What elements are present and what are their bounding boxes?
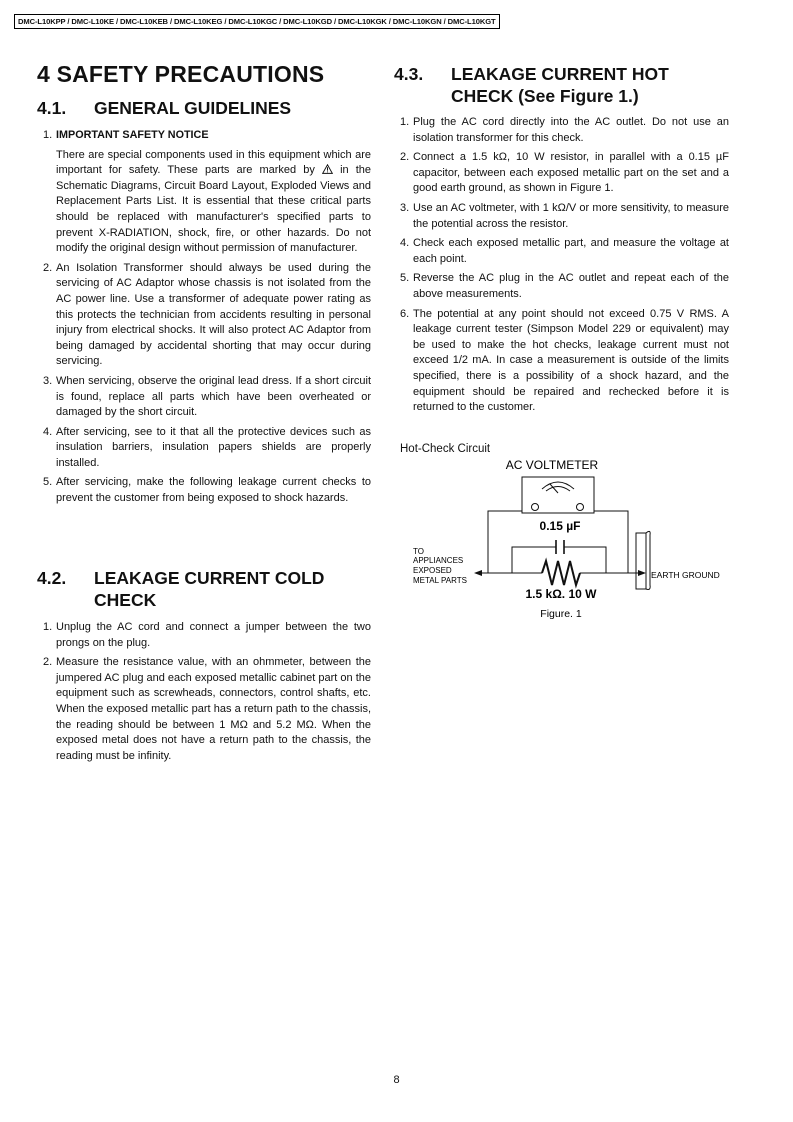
list-item: 6. The potential at any point should not exceed 0.75 V RMS. A leakage current tester (Simpson Model 229 or equivalent) may be used to make the hot checks, leakage current must not exceed 1/2 mA. In case a measurement is outside of the limits specified, there is a possibility of a shock hazard, and the equipment should be repaired and rechecked before it is returned to the customer.	[400, 307, 729, 414]
hot-check-circuit-diagram	[400, 455, 740, 625]
section-title: GENERAL GUIDELINES	[94, 98, 292, 118]
list-item: 1. IMPORTANT SAFETY NOTICE There are special components used in this equipment which are important for safety. These parts are marked by in the Schematic Diagrams, Circuit Board Layout, Exploded Views and Replacement Parts List. It is essential that these critical parts should be replaced with manufacturer's specified parts to prevent X-RADIATION, shock, fire, or other hazards. Do not modify the original design without permission of manufacturer.	[37, 128, 371, 257]
list-item: 1. Unplug the AC cord and connect a jumper between the two prongs on the plug.	[43, 621, 371, 649]
section-4-3-heading	[394, 63, 734, 107]
voltmeter-icon	[522, 477, 594, 513]
page-number: 8	[393, 1074, 400, 1086]
section-title-line2: CHECK	[94, 590, 157, 610]
left-label: TO	[413, 547, 424, 556]
earth-ground-plug-icon	[636, 531, 650, 589]
resistor-label: 1.5 kΩ. 10 W	[525, 587, 597, 601]
list-item: 4. Check each exposed metallic part, and measure the voltage at each point.	[400, 237, 729, 265]
general-guidelines-list	[37, 128, 371, 511]
list-item: 5. After servicing, make the following leakage current checks to prevent the customer from being exposed to shock hazards.	[43, 476, 371, 505]
section-4-2-heading	[37, 567, 367, 611]
section-title-line1: LEAKAGE CURRENT HOT	[451, 64, 669, 84]
list-item: 3. When servicing, observe the original lead dress. If a short circuit is found, replace all parts which have been overheated or damaged by the short circuit.	[43, 374, 371, 419]
hot-check-list	[394, 115, 729, 420]
section-number: 4.2.	[37, 568, 67, 588]
list-item: 2. Measure the resistance value, with an ohmmeter, between the jumpered AC plug and each exposed metallic cabinet part on the equipment such as screwheads, connectors, control shafts, etc. When the exposed metallic part has a return path to the chassis, the reading should be between 1 MΩ and 5.2 MΩ. When the exposed metal does not have a return path to the chassis, the reading must be infinity.	[43, 656, 371, 762]
left-label: EXPOSED	[413, 566, 452, 575]
list-item: 4. After servicing, see to it that all the protective devices such as insulation barriers, insulation papers shields are properly installed.	[43, 425, 371, 469]
important-notice-body: There are special components used in this equipment which are important for safety. These parts are marked by in the Schematic Diagrams, Circuit Board Layout, Exploded Views and Replacement Parts List. It is essential that these critical parts should be replaced with manufacturer's specified parts to prevent X-RADIATION, shock, fire, or other hazards. Do not modify the original design without permission of manufacturer.	[56, 148, 371, 255]
warning-triangle-icon	[322, 164, 333, 174]
section-title-line2: CHECK (See Figure 1.)	[451, 86, 639, 106]
section-title-line1: LEAKAGE CURRENT COLD	[94, 568, 325, 588]
figure-title: Hot-Check Circuit	[400, 443, 491, 455]
resistor-icon	[542, 561, 580, 585]
section-4-1-heading	[37, 97, 357, 119]
left-label: METAL PARTS	[413, 576, 467, 585]
list-item: 2. An Isolation Transformer should always be used during the servicing of AC Adaptor whose chassis is not isolated from the AC power line. Use a transformer of adequate power rating as this protects the technician from accidents resulting in personal injury from electrical shocks. It will also protect AC Adaptor from being damaged by accidental shorting that may occur during servicing.	[43, 261, 371, 368]
important-notice-title: IMPORTANT SAFETY NOTICE	[56, 129, 209, 141]
left-arrow-icon	[474, 570, 482, 576]
capacitor-label: 0.15 µF	[539, 519, 581, 533]
voltmeter-label: AC VOLTMETER	[505, 458, 599, 472]
right-arrow-icon	[638, 570, 646, 576]
earth-ground-label: EARTH GROUND	[651, 570, 720, 580]
model-header: DMC-L10KPP / DMC-L10KE / DMC-L10KEB / DMC-L10KEG / DMC-L10KGC / DMC-L10KGD / DMC-L10KGK / DMC-L10KGN / DMC-L10KGT	[14, 14, 500, 29]
list-item: 2. Connect a 1.5 kΩ, 10 W resistor, in parallel with a 0.15 µF capacitor, between each exposed metallic part on the set and a good earth ground, as shown in Figure 1.	[400, 151, 729, 195]
list-item: 3. Use an AC voltmeter, with 1 kΩ/V or more sensitivity, to measure the potential across the resistor.	[400, 201, 729, 230]
figure-caption: Figure. 1	[540, 608, 582, 620]
chapter-title: 4 SAFETY PRECAUTIONS	[37, 61, 325, 87]
cold-check-list	[37, 620, 371, 768]
capacitor-icon	[556, 540, 564, 554]
section-number: 4.3.	[394, 64, 424, 84]
list-item: 1. Plug the AC cord directly into the AC outlet. Do not use an isolation transformer for this check.	[400, 116, 729, 144]
section-number: 4.1.	[37, 98, 67, 118]
list-item: 5. Reverse the AC plug in the AC outlet and repeat each of the above measurements.	[400, 272, 729, 300]
left-label: APPLIANCES	[413, 556, 464, 565]
